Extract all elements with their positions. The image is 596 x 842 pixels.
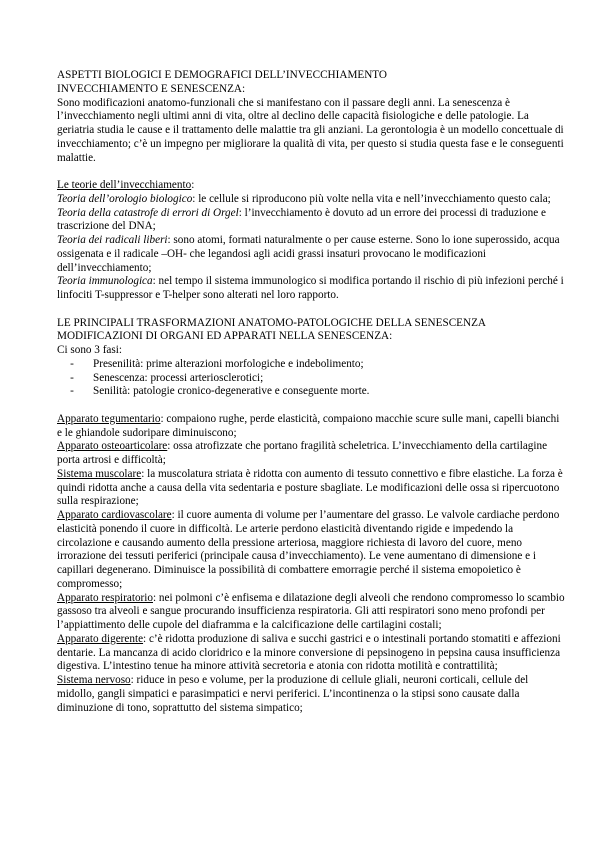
apparatus-name: Sistema nervoso xyxy=(57,674,131,686)
title-line: INVECCHIAMENTO E SENESCENZA: xyxy=(57,82,246,95)
section-title-line: MODIFICAZIONI DI ORGANI ED APPARATI NELLA SENESCENZA: xyxy=(57,330,393,343)
apparatus-name: Apparato digerente xyxy=(57,632,144,645)
document-title xyxy=(57,69,566,97)
apparatus-item xyxy=(57,633,566,674)
apparatus-name: Apparato cardiovascolare xyxy=(57,509,172,521)
apparatus-item xyxy=(57,468,566,509)
apparatus-name: Apparato tegumentario xyxy=(57,412,161,425)
apparatus-name: Sistema muscolare xyxy=(57,467,142,480)
apparatus-item xyxy=(57,674,566,715)
theories-heading: Le teorie dell’invecchiamento: xyxy=(57,179,195,191)
apparatus-item xyxy=(57,592,566,633)
apparatus-text: : il cuore aumenta di volume per l’aumentare del grasso. Le valvole cardiache perdono elasticità ponendo il cuore in difficoltà. Le arterie perdono elasticità diventando rigide e impedendo la circolazione e causando aumento della pressione arteriosa, maggiore richiesta di lavoro del cuore, meno irrorazione dei tessuti periferici (principale causa d’invecchiamento). Le vene aumentano di dimensione e i capillari degenerano. Diminuisce la possibilità di combattere emorragie perché il sistema emopoietico è compromesso; xyxy=(57,509,560,590)
theory-name: Teoria dei radicali liberi xyxy=(57,234,168,246)
dash-bullet: - xyxy=(70,385,74,398)
theory-text: : nel tempo il sistema immunologico si modifica portando il rischio di più infezioni perché i linfociti T-suppressor e T-helper sono alterati nel loro rapporto. xyxy=(57,275,564,301)
title-line: ASPETTI BIOLOGICI E DEMOGRAFICI DELL’INVECCHIAMENTO xyxy=(57,69,388,81)
theory-text: : le cellule si riproducono più volte nella vita e nell’invecchiamento questo cala; xyxy=(192,192,551,205)
phases-intro: Ci sono 3 fasi: xyxy=(57,344,122,356)
theories-heading-text: Le teorie dell’invecchiamento xyxy=(57,179,192,191)
theory-text: : sono atomi, formati naturalmente o per cause esterne. Sono lo ione superossido, acqua ossigenata e il radicale –OH- che legandosi agli acidi grassi insaturi provocano le modificazioni dell’invecchiamento; xyxy=(57,234,560,274)
apparatus-text: : c’è ridotta produzione di saliva e succhi gastrici e o intestinali portando stomatiti e affezioni dentarie. La mancanza di acido cloridrico e la minore conversione di pepsinogeno in pepsina causa insufficienza digestiva. L’intestino tenue ha minore attività secretoria e atonia con ridotta motilità e contrattilità; xyxy=(57,632,561,673)
apparatus-text: : compaiono rughe, perde elasticità, compaiono macchie scure sulle mani, capelli bianchi e le ghiandole sudoripare diminuiscono; xyxy=(57,412,560,439)
apparatus-item xyxy=(57,413,566,441)
theory-name: Teoria della catastrofe di errori di Orgel xyxy=(57,206,239,219)
phases-list xyxy=(57,358,566,399)
apparatus-item xyxy=(57,509,566,592)
theory-item xyxy=(57,275,566,303)
apparatus-item xyxy=(57,440,566,468)
theory-name: Teoria dell’orologio biologico xyxy=(57,192,193,205)
theory-item xyxy=(57,207,566,235)
theory-text: : l’invecchiamento è dovuto ad un errore dei processi di traduzione e trascrizione del DNA; xyxy=(57,206,546,233)
apparatus-name: Apparato osteoarticolare xyxy=(57,440,168,453)
list-item: - Presenilità: prime alterazioni morfologiche e indebolimento; xyxy=(93,358,566,372)
theory-item xyxy=(57,193,566,207)
apparatus-text: : nei polmoni c’è enfisema e dilatazione degli alveoli che rendono compromesso lo scambio gassoso tra alveoli e sangue procurando insufficienza respiratoria. Gli atti respiratori sono meno profondi per l’appiattimento delle cupole del diaframma e la calcificazione delle cartilagini costali; xyxy=(57,591,565,631)
theory-name: Teoria immunologica xyxy=(57,275,153,288)
list-item: - Senescenza: processi arteriosclerotici; xyxy=(93,372,566,386)
theory-item xyxy=(57,234,566,275)
dash-bullet: - xyxy=(70,371,74,384)
apparatus-text: : la muscolatura striata è ridotta con aumento di tessuto connettivo e fibre elastiche. La forza è quindi ridotta anche a causa della vita sedentaria e posture sbagliate. Le modificazioni delle ossa si ripercuotono sulla respirazione; xyxy=(57,467,563,508)
apparatus-text: : riduce in peso e volume, per la produzione di cellule gliali, neuroni corticali, cellule del midollo, gangli simpatici e parasimpatici e nervi periferici. L’incontinenza o la stipsi sono causate dalla diminuzione di tono, soprattutto del sistema simpatico; xyxy=(57,674,529,714)
list-item: - Senilità: patologie cronico-degenerative e conseguente morte. xyxy=(93,385,566,399)
section-title-line: LE PRINCIPALI TRASFORMAZIONI ANATOMO-PATOLOGICHE DELLA SENESCENZA xyxy=(57,316,486,329)
apparatus-name: Apparato respiratorio xyxy=(57,591,153,604)
apparatus-text: : ossa atrofizzate che portano fragilità scheletrica. L’invecchiamento della cartilagine porta artrosi e difficoltà; xyxy=(57,440,548,466)
section-title xyxy=(57,317,566,345)
dash-bullet: - xyxy=(70,357,74,370)
intro-paragraph: Sono modificazioni anatomo-funzionali che si manifestano con il passare degli anni. La senescenza è l’invecchiamento negli ultimi anni di vita, oltre al declino delle capacità fisiologiche e delle patologie. La geriatria studia le cause e il trattamento delle malattie tra gli anziani. La gerontologia è un modello concettuale di invecchiamento; c’è un impegno per migliorare la qualità di vita, per questo si studia questa fase e le conseguenti malattie. xyxy=(57,96,564,164)
